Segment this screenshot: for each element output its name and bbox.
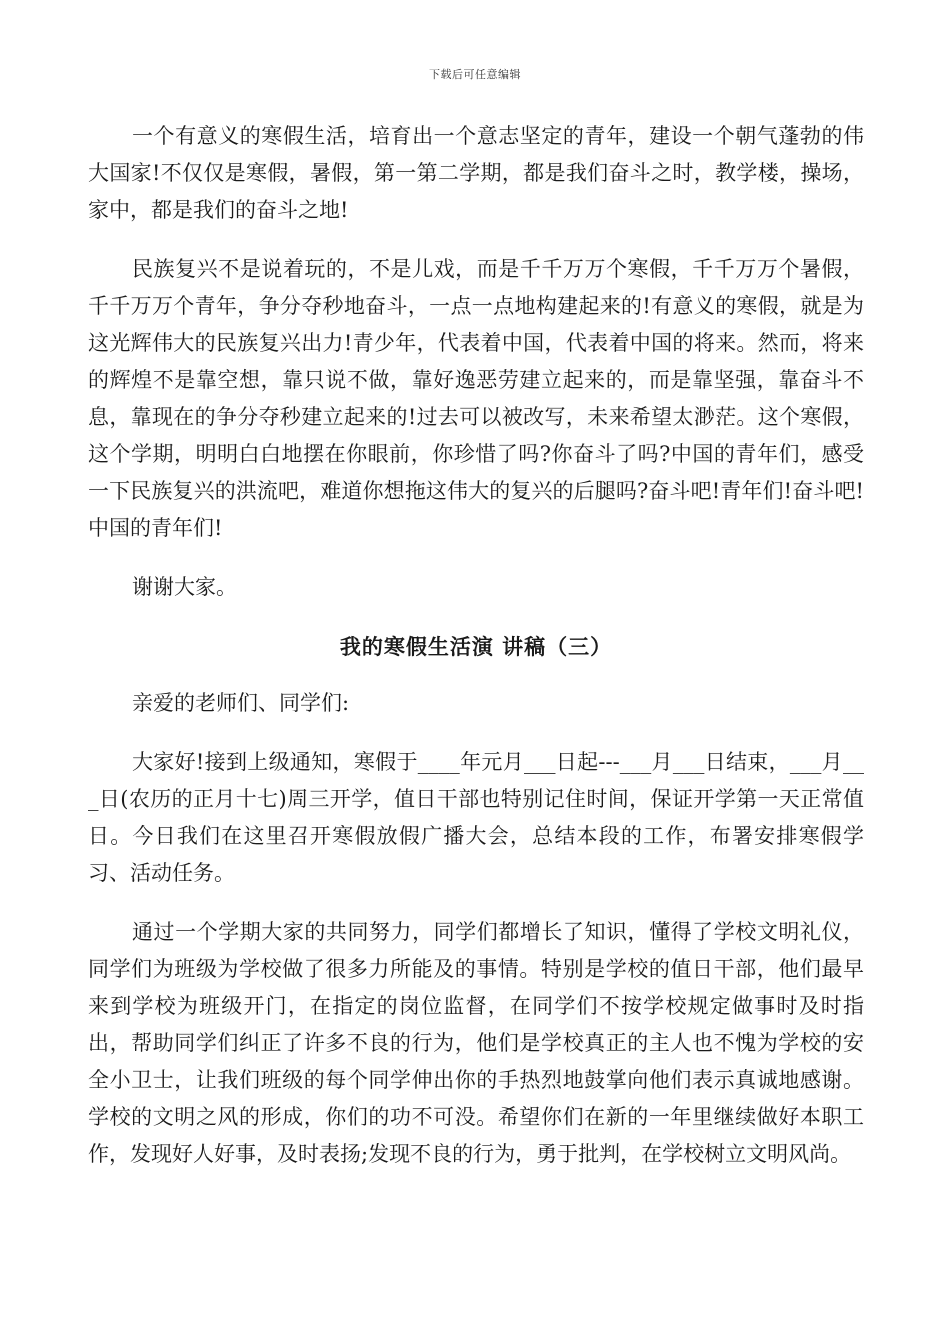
paragraph: 民族复兴不是说着玩的，不是儿戏，而是千千万万个寒假，千千万万个暑假，千千万万个青年，争分夺秒地奋斗，一点一点地构建起来的!有意义的寒假，就是为这光辉伟大的民族复兴出力!青少年，代表着中国，代表着中国的将来。然而，将来的辉煌不是靠空想，靠只说不做，靠好逸恶劳建立起来的，而是靠坚强，靠奋斗不息，靠现在的争分夺秒建立起来的!过去可以被改写，未来希望太渺茫。这个寒假，这个学期，明明白白地摆在你眼前，你珍惜了吗?你奋斗了吗?中国的青年们，感受一下民族复兴的洪流吧，难道你想拖这伟大的复兴的后腿吗?奋斗吧!青年们!奋斗吧!中国的青年们! <box>88 257 864 540</box>
paragraph: 大家好!接到上级通知，寒假于____年元月___日起---___月___日结束，___月___日(农历的正月十七)周三开学，值日干部也特别记住时间，保证开学第一天正常值日。今日我们在这里召开寒假放假广播大会，总结本段的工作，布署安排寒假学习、活动任务。 <box>88 750 864 885</box>
header-note: 下载后可任意编辑 <box>429 68 521 81</box>
salutation: 亲爱的老师们、同学们: <box>132 691 350 715</box>
paragraph: 一个有意义的寒假生活，培育出一个意志坚定的青年，建设一个朝气蓬勃的伟大国家!不仅仅是寒假，暑假，第一第二学期，都是我们奋斗之时，教学楼，操场，家中，都是我们的奋斗之地! <box>88 124 864 222</box>
section-title: 我的寒假生活演 讲稿（三） <box>339 634 613 659</box>
document-body <box>88 118 864 1195</box>
closing-line: 谢谢大家。 <box>132 575 237 599</box>
paragraph: 通过一个学期大家的共同努力，同学们都增长了知识，懂得了学校文明礼仪，同学们为班级为学校做了很多力所能及的事情。特别是学校的值日干部，他们最早来到学校为班级开门，在指定的岗位监督，在同学们不按学校规定做事时及时指出，帮助同学们纠正了许多不良的行为，他们是学校真正的主人也不愧为学校的安全小卫士，让我们班级的每个同学伸出你的手热烈地鼓掌向他们表示真诚地感谢。学校的文明之风的形成，你们的功不可没。希望你们在新的一年里继续做好本职工作，发现好人好事，及时表扬;发现不良的行为，勇于批判，在学校树立文明风尚。 <box>88 920 864 1166</box>
